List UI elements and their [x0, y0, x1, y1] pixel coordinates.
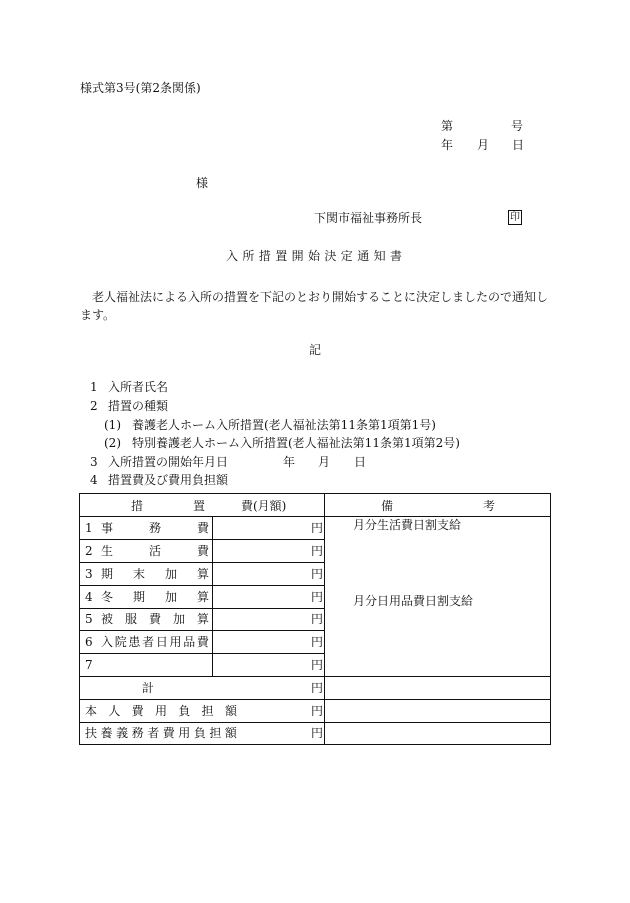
yen-unit: 円 [311, 521, 324, 535]
row-label: 生 活 費 [101, 544, 209, 558]
remark-living-expense: 月分生活費日割支給 [353, 518, 462, 532]
header-row-line [79, 516, 551, 517]
total-label: 計 [142, 681, 155, 695]
row-line [79, 676, 551, 677]
header-left-char-3: 費(月額) [241, 499, 287, 513]
column-divider [324, 493, 325, 745]
row-label: 冬 期 加 算 [101, 590, 209, 604]
yen-unit: 円 [311, 726, 324, 740]
fee-row-5 [85, 613, 209, 625]
self-burden-row [85, 705, 237, 717]
item-text: 措置費及び費用負担額 [108, 473, 229, 487]
document-number-prefix: 第 [441, 119, 454, 133]
start-date-day-label: 日 [354, 455, 367, 469]
dependent-burden-row [85, 727, 237, 739]
row-number: 7 [85, 658, 93, 672]
dependent-burden-label: 扶 養 義 務 者 費 用 負 担 額 [85, 726, 237, 740]
yen-unit: 円 [311, 590, 324, 604]
fee-row-1 [85, 522, 209, 534]
yen-unit: 円 [311, 635, 324, 649]
recipient-honorific: 様 [196, 176, 209, 190]
ki-heading: 記 [309, 343, 322, 357]
item-2 [90, 400, 168, 412]
fee-table [79, 493, 551, 745]
remark-daily-goods: 月分日用品費日割支給 [353, 594, 474, 608]
item-4 [90, 474, 228, 486]
date-day-label: 日 [512, 138, 525, 152]
sub-item-text: 特別養護老人ホーム入所措置(老人福祉法第11条第1項第2号) [132, 436, 460, 450]
table-border-left [79, 493, 80, 745]
date-month-label: 月 [477, 138, 490, 152]
item-3 [90, 456, 228, 468]
item-number: 1 [90, 380, 98, 394]
row-line [79, 653, 325, 654]
row-label: 期 末 加 算 [101, 567, 209, 581]
item-number: 3 [90, 455, 98, 469]
header-left-char-1: 措 [131, 499, 144, 513]
row-line [79, 585, 325, 586]
item-1 [90, 381, 168, 393]
issuer-name: 下関市福祉事務所長 [314, 211, 423, 225]
fee-row-3 [85, 568, 209, 580]
start-date-month-label: 月 [318, 455, 331, 469]
table-border-bottom [79, 744, 551, 745]
item-text: 措置の種類 [108, 399, 169, 413]
sub-item-number: (2) [104, 436, 121, 450]
row-line [79, 722, 551, 723]
yen-unit: 円 [311, 612, 324, 626]
row-number: 5 [85, 612, 93, 626]
row-label: 被 服 費 加 算 [101, 612, 209, 626]
yen-unit: 円 [311, 704, 324, 718]
row-label: 事 務 費 [101, 521, 209, 535]
document-number-suffix: 号 [511, 119, 524, 133]
yen-unit: 円 [311, 567, 324, 581]
row-number: 1 [85, 521, 93, 535]
row-label: 入 院 患 者 日 用 品 費 [101, 635, 209, 649]
yen-unit: 円 [311, 544, 324, 558]
amount-column-divider [212, 516, 213, 676]
body-text: 老人福祉法による入所の措置を下記のとおり開始することに決定しましたので通知します。 [80, 290, 549, 322]
yen-unit: 円 [311, 658, 324, 672]
row-line [79, 699, 551, 700]
item-text: 入所者氏名 [108, 380, 169, 394]
table-border-right [550, 493, 551, 745]
row-line [79, 539, 325, 540]
row-line [79, 608, 325, 609]
item-number: 2 [90, 399, 98, 413]
header-left-char-2: 置 [193, 499, 206, 513]
form-number: 様式第3号(第2条関係) [80, 81, 201, 95]
row-line [79, 562, 325, 563]
start-date-year-label: 年 [283, 455, 296, 469]
sub-item-1 [104, 419, 436, 431]
row-number: 4 [85, 590, 93, 604]
sub-item-number: (1) [104, 418, 121, 432]
self-burden-label: 本 人 費 用 負 担 額 [85, 704, 237, 718]
row-number: 3 [85, 567, 93, 581]
table-border-top [79, 493, 551, 494]
document-title: 入所措置開始決定通知書 [226, 249, 407, 263]
row-line [79, 630, 325, 631]
sub-item-2 [104, 437, 460, 449]
header-right-char-2: 考 [483, 499, 496, 513]
fee-row-7 [85, 659, 101, 671]
item-number: 4 [90, 473, 98, 487]
row-number: 2 [85, 544, 93, 558]
sub-item-text: 養護老人ホーム入所措置(老人福祉法第11条第1項第1号) [132, 418, 436, 432]
yen-unit: 円 [311, 681, 324, 695]
fee-row-4 [85, 591, 209, 603]
date-year-label: 年 [441, 138, 454, 152]
item-text: 入所措置の開始年月日 [108, 455, 229, 469]
seal-mark: 印 [510, 212, 520, 223]
row-number: 6 [85, 635, 93, 649]
header-right-char-1: 備 [381, 499, 394, 513]
fee-row-6 [85, 636, 209, 648]
fee-row-2 [85, 545, 209, 557]
